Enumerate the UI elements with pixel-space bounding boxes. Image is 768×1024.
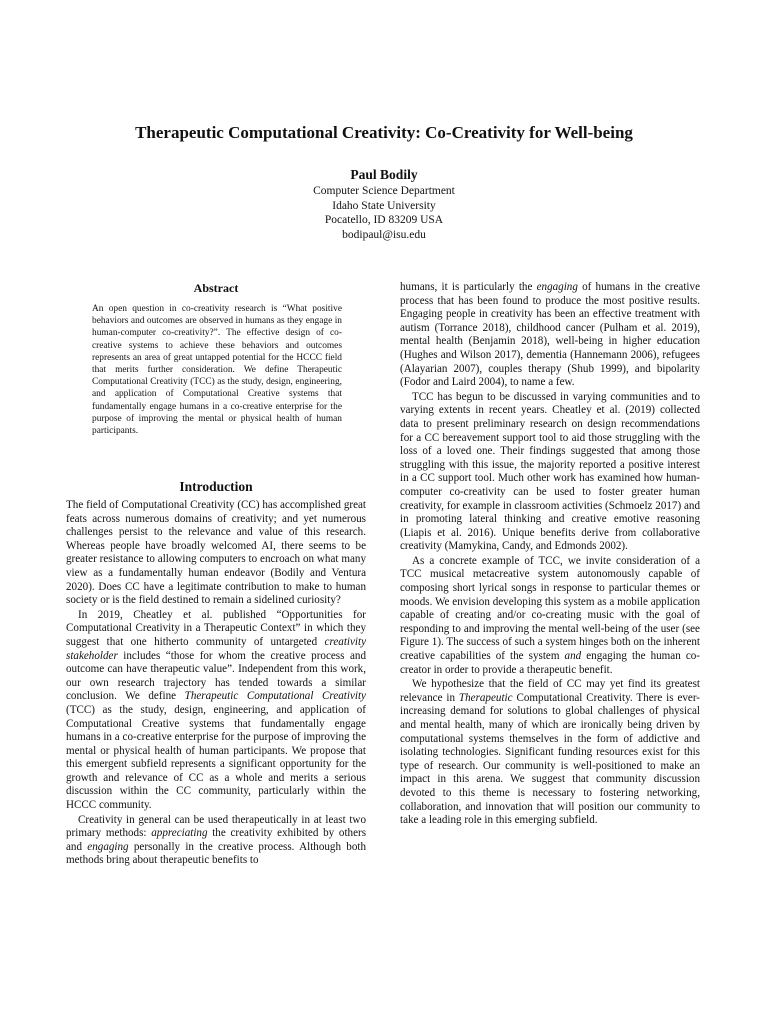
right-p1-text-a: humans, it is particularly the — [400, 281, 537, 293]
author-name: Paul Bodily — [350, 167, 418, 182]
right-p3-text-a: As a concrete example of TCC, we invite consideration of a TCC musical metacreative system autonomously capable of composing short lyrical songs in response to particular themes or moods. We envision developing this system as a mobile application capable of creating and/or co-creating music with the goal of responding to and improving the mental well-being of the user (see Figure 1). The success of such a system hinges both on the inherent creative capabilities of the system — [400, 554, 700, 663]
right-p4-text-a: We hypothesize that the field of CC may yet find its greatest relevance in — [400, 678, 700, 704]
right-paragraph-1 — [400, 281, 700, 390]
intro-p2-text-b: includes “those for whom the creative process and outcome can have therapeutic value”. Independent from this work, our own research trajectory has tended towards a similar conclusion. We define — [66, 649, 366, 703]
right-p1-emphasis: engaging — [536, 281, 578, 293]
intro-p2-emphasis-1: creativity stakeholder — [66, 635, 366, 662]
abstract-paragraph: An open question in co-creativity research is “What positive behaviors and outcomes are observed in humans as they engage in human-computer co-creativity?”. The effective design of co-creative systems to achieve these behaviors and outcomes represents an area of great untapped potential for the HCCC field that merits further consideration. We define Therapeutic Computational Creativity (TCC) as the study, design, engineering, and application of Computational Creative systems that fundamentally engage humans in a co-creative enterprise for the purpose of improving the mental or physical health of human participants. — [92, 304, 342, 437]
right-paragraph-2: TCC has begun to be discussed in varying communities and to varying extents in recent years. Cheatley et al. (2019) collected data to present preliminary research on design recommendations for a CC bereavement support tool to aid those struggling with the loss of a loved one. Their findings suggested that among those struggling with this issue, the majority reported a positive interest in a CC support tool. Much other work has examined how human-computer co-creativity can be used to foster greater human creativity, for example in classroom activities (Schmoelz 2017) and in promoting lateral thinking and creative emotive reasoning (Liapis et al. 2016). Unique benefits derive from collaborative creativity (Mamykina, Candy, and Edmonds 2002). — [400, 390, 700, 553]
intro-p3-emphasis-1: appreciating — [151, 827, 208, 840]
intro-p3-emphasis-2: engaging — [87, 840, 129, 853]
right-p3-text-b: engaging the human co-creator in order to provide a therapeutic benefit. — [400, 650, 700, 676]
intro-p3-text-a: Creativity in general can be used therapeutically in at least two primary methods: — [66, 813, 366, 840]
author-location: Pocatello, ID 83209 USA — [324, 214, 444, 226]
right-column-body — [400, 281, 700, 828]
intro-p3-text-c: personally in the creative process. Although both methods bring about therapeutic benefits to — [66, 840, 366, 867]
paper-title: Therapeutic Computational Creativity: Co-Creativity for Well-being — [135, 123, 633, 142]
introduction-heading: Introduction — [179, 479, 253, 494]
intro-paragraph-1: The field of Computational Creativity (CC) has accomplished great feats across numerous domains of creativity; and yet numerous challenges persist to the relevance and value of this research. Whereas people have broadly welcomed AI, there seems to be greater resistance to allowing computers to encroach on what many view as a fundamentally human endeavor (Bodily and Ventura 2020). Does CC have a legitimate contribution to make to human society or is the field destined to remain a sidelined curiosity? — [66, 499, 366, 607]
right-p1-text-b: of humans in the creative process that has been found to produce the most positive results. Engaging people in creativity has been an effective treatment with autism (Torrance 2018), childhood cancer (Pulham et al. 2019), mental health (Benjamin 2018), well-being in higher education (Hughes and Wilson 2017), dementia (Hannemann 2006), refugees (Alayarian 2007), couples therapy (Shub 1999), and bipolarity (Fodor and Laird 2004), to name a few. — [400, 281, 700, 389]
intro-p2-text-c: (TCC) as the study, design, engineering, and application of Computational Creative systems that fundamentally engage humans in a co-creative enterprise for the purpose of improving the mental or physical health of human participants. We propose that this emergent subfield represents a significant opportunity for the growth and relevance of CC as a whole and merits a serious discussion within the CC community, particularly within the HCCC community. — [66, 703, 366, 812]
author-block — [0, 165, 768, 242]
intro-paragraph-2 — [66, 609, 366, 813]
intro-p3-text-b: the creativity exhibited by others and — [66, 827, 367, 853]
author-department: Computer Science Department — [313, 185, 455, 197]
introduction-body — [66, 499, 366, 868]
abstract-text — [92, 303, 342, 437]
right-p3-emphasis: and — [564, 650, 582, 663]
right-paragraph-4 — [400, 678, 700, 828]
author-email: bodipaul@isu.edu — [342, 228, 426, 241]
right-paragraph-3 — [400, 555, 700, 677]
abstract-heading: Abstract — [193, 281, 239, 295]
intro-p2-emphasis-2: Therapeutic Computational Creativity — [184, 690, 366, 703]
intro-paragraph-3 — [66, 814, 366, 868]
right-p4-text-b: Computational Creativity. There is ever-increasing demand for solutions to global challenges of physical and mental health, many of which are ironically being driven by computational systems themselves in the form of addictive and isolating technologies. Significant funding resources exist for this type of research. Our community is well-positioned to make an impact in this arena. We suggest that community discussion devoted to this theme is necessary to fostering networking, collaboration, and innovation that will position our community to take a leading role in this emerging subfield. — [400, 691, 700, 827]
right-p4-emphasis: Therapeutic — [458, 691, 513, 704]
intro-p2-text-a: In 2019, Cheatley et al. published “Opportunities for Computational Creativity in a Therapeutic Context” in which they suggest that one hitherto community of untargeted — [66, 608, 366, 648]
author-university: Idaho State University — [332, 199, 436, 212]
